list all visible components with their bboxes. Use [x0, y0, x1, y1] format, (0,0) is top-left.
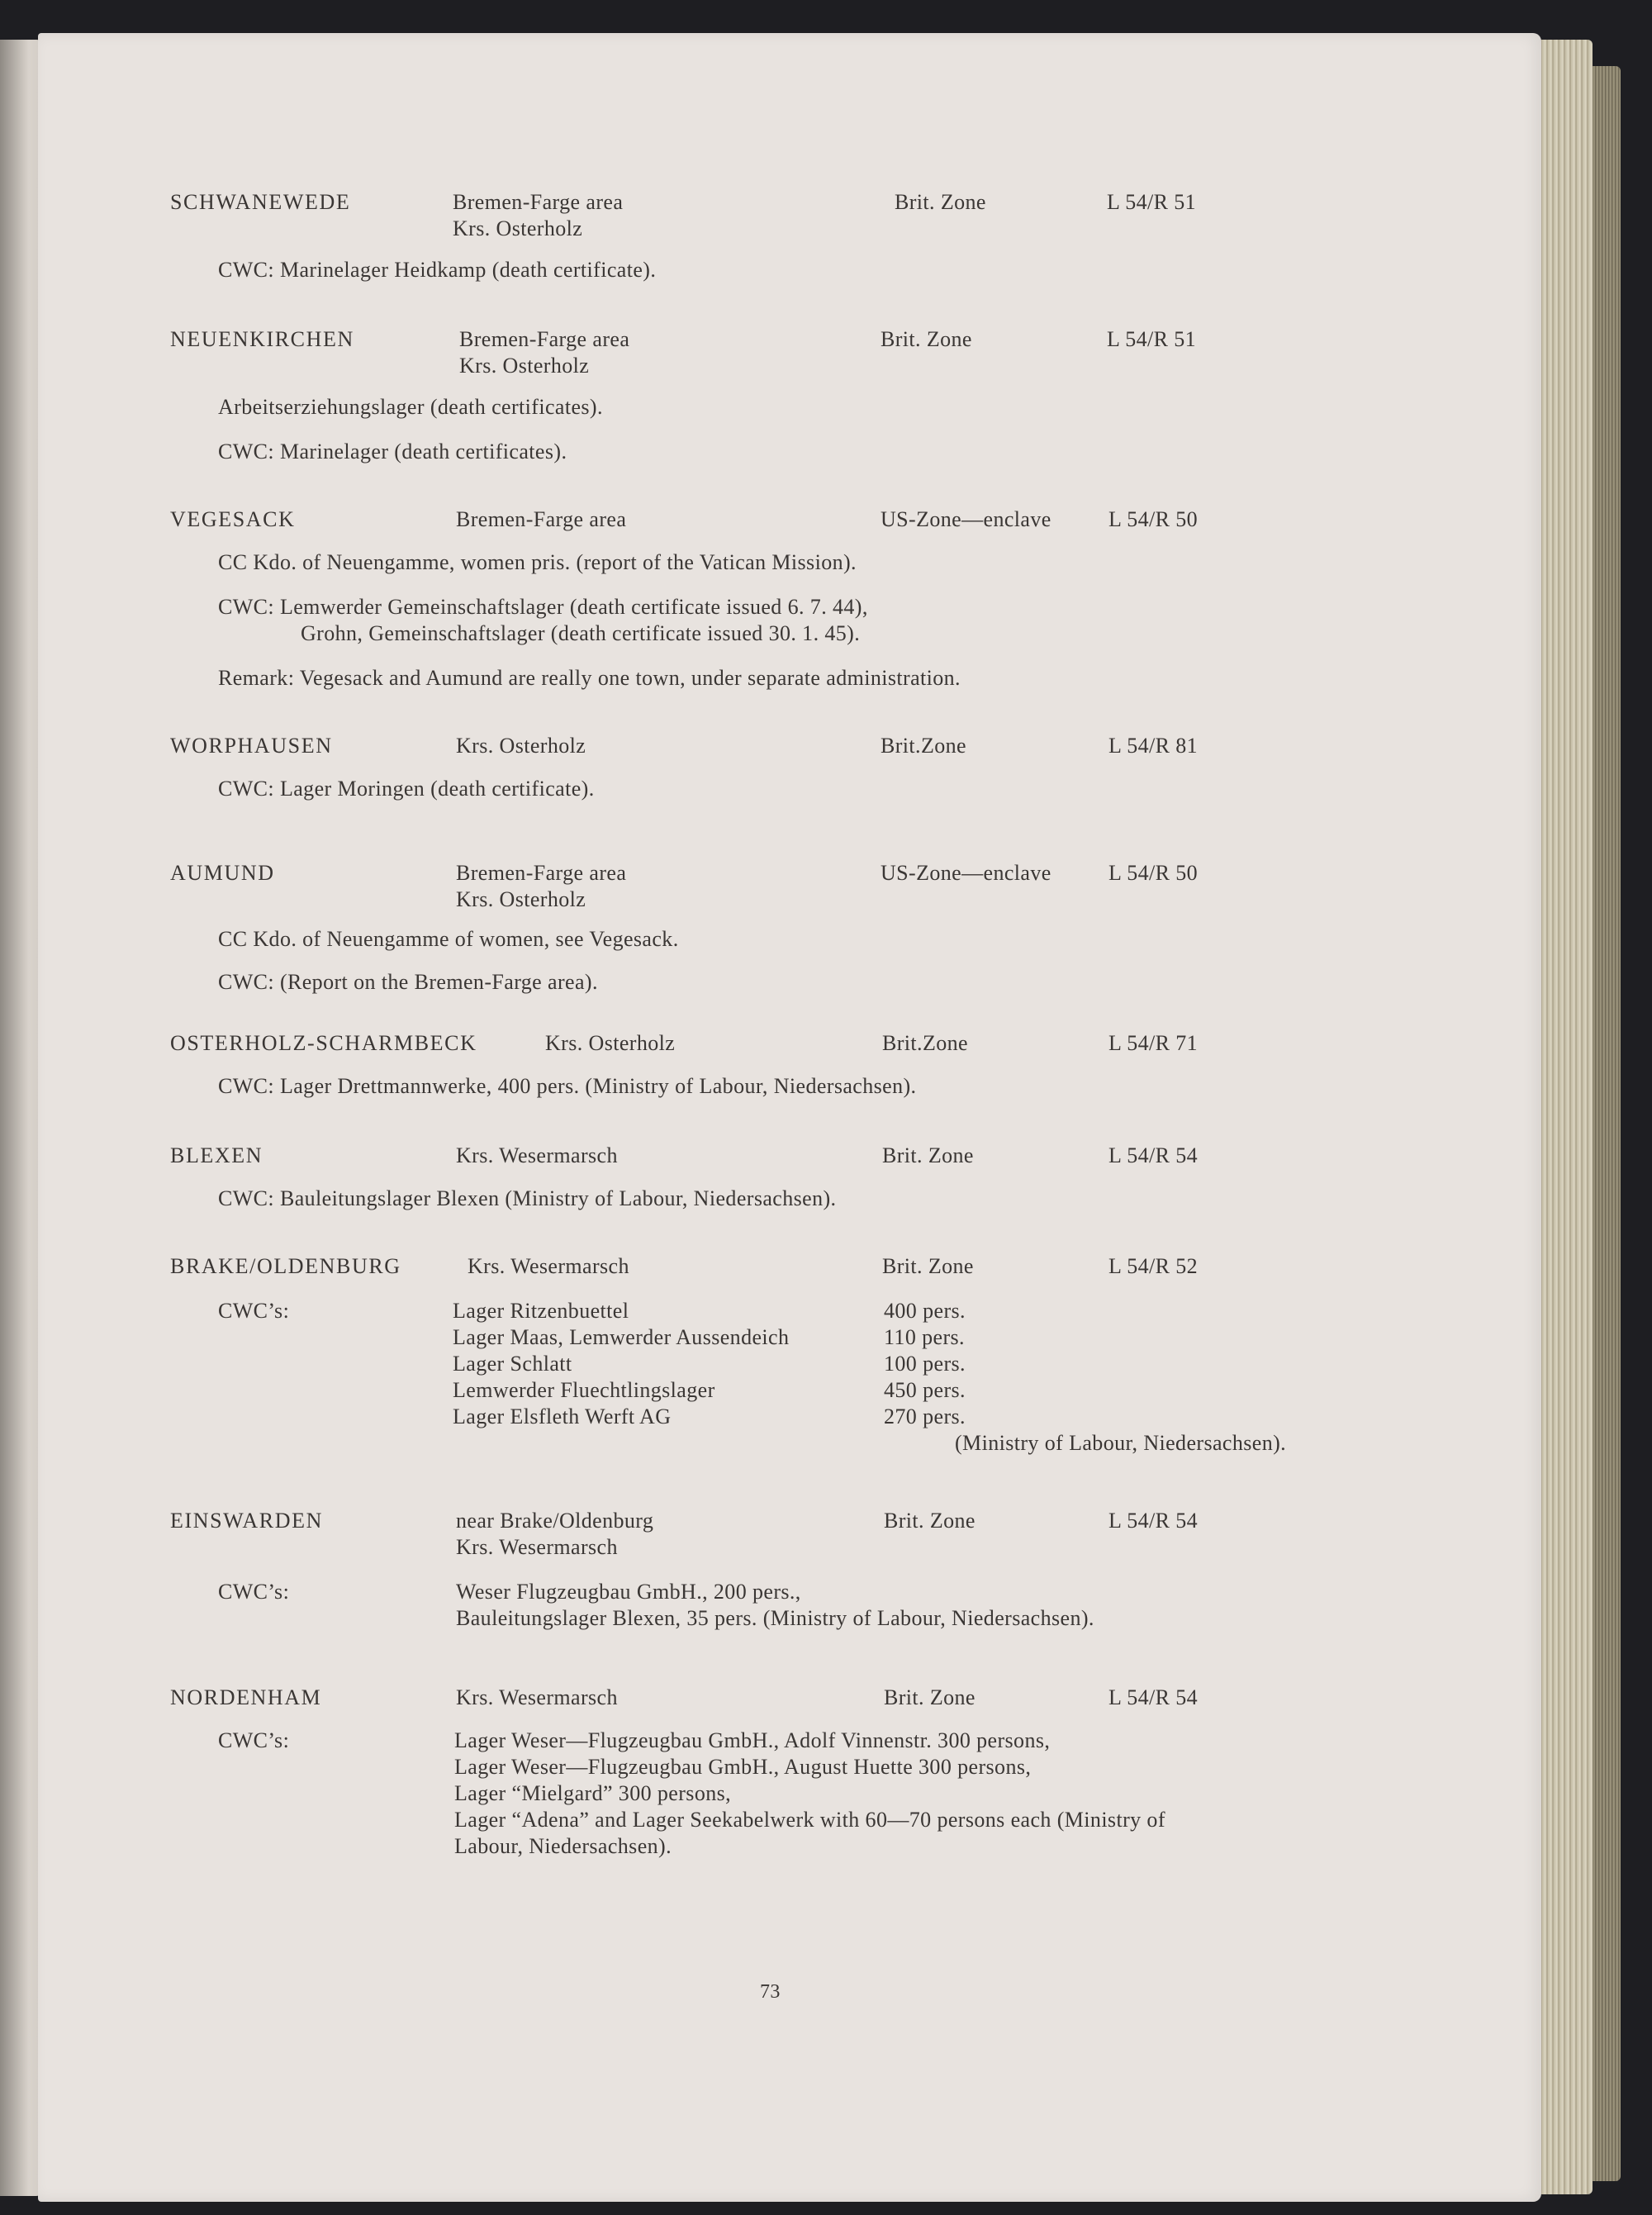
area: Krs. Osterholz: [545, 1031, 676, 1055]
note: CWC: (Report on the Bremen-Farge area).: [218, 970, 598, 994]
area: Krs. Wesermarsch: [456, 1143, 618, 1167]
area: Krs. Wesermarsch: [468, 1254, 629, 1278]
cwc-label: CWC’s:: [218, 1728, 290, 1752]
source: (Ministry of Labour, Niedersachsen).: [955, 1431, 1287, 1455]
zone: Brit. Zone: [884, 1685, 976, 1709]
place-name: WORPHAUSEN: [170, 734, 333, 758]
note: CWC: Marinelager (death certificates).: [218, 440, 567, 463]
note: Arbeitserziehungslager (death certificates).: [218, 395, 603, 419]
cwc-label: CWC’s:: [218, 1580, 290, 1604]
zone: Brit. Zone: [881, 327, 972, 351]
document-page: [38, 33, 1541, 2202]
place-name: OSTERHOLZ-SCHARMBECK: [170, 1031, 477, 1055]
camp-count: 400 pers.: [884, 1299, 966, 1323]
map-ref: L 54/R 50: [1108, 861, 1199, 885]
zone: US-Zone—enclave: [881, 861, 1051, 885]
note: CWC: Lager Moringen (death certificate).: [218, 777, 595, 801]
area: Krs. Wesermarsch: [456, 1685, 618, 1709]
camp-count: 100 pers.: [884, 1352, 966, 1376]
area: Bremen-Farge area: [456, 507, 627, 531]
place-name: BRAKE/OLDENBURG: [170, 1254, 401, 1278]
area: Bremen-Farge area: [456, 861, 627, 885]
camp-count: 110 pers.: [884, 1325, 965, 1349]
note: CWC: Bauleitungslager Blexen (Ministry of Labour, Niedersachsen).: [218, 1186, 837, 1210]
camp-name: Lager Maas, Lemwerder Aussendeich: [453, 1325, 790, 1349]
zone: Brit. Zone: [882, 1254, 974, 1278]
zone: Brit. Zone: [884, 1509, 976, 1533]
map-ref: L 54/R 71: [1108, 1031, 1199, 1055]
zone: Brit.Zone: [881, 734, 966, 758]
note: CWC: Lager Drettmannwerke, 400 pers. (Ministry of Labour, Niedersachsen).: [218, 1074, 917, 1098]
camp-name: Lager Ritzenbuettel: [453, 1299, 629, 1323]
district: Krs. Osterholz: [459, 354, 590, 378]
zone: Brit. Zone: [895, 190, 986, 214]
area: Bremen-Farge area: [459, 327, 630, 351]
cwc-label: CWC’s:: [218, 1299, 290, 1323]
note: Lager Weser—Flugzeugbau GmbH., August Huette 300 persons,: [454, 1755, 1032, 1779]
note: CC Kdo. of Neuengamme of women, see Vegesack.: [218, 927, 679, 951]
note: CWC: Marinelager Heidkamp (death certificate).: [218, 258, 657, 282]
note: Bauleitungslager Blexen, 35 pers. (Ministry of Labour, Niedersachsen).: [456, 1606, 1094, 1630]
place-name: NORDENHAM: [170, 1685, 322, 1709]
area: near Brake/Oldenburg: [456, 1509, 654, 1533]
note: CC Kdo. of Neuengamme, women pris. (report of the Vatican Mission).: [218, 550, 857, 574]
book-cover-edge: [1593, 66, 1621, 2181]
note: Lager Weser—Flugzeugbau GmbH., Adolf Vinnenstr. 300 persons,: [454, 1728, 1051, 1752]
note: Grohn, Gemeinschaftslager (death certificate issued 30. 1. 45).: [301, 621, 861, 645]
page-number: 73: [760, 1981, 781, 2003]
district: Krs. Osterholz: [456, 887, 586, 911]
note: Weser Flugzeugbau GmbH., 200 pers.,: [456, 1580, 801, 1604]
note: Lager “Adena” and Lager Seekabelwerk with 60—70 persons each (Ministry of: [454, 1808, 1165, 1832]
place-name: NEUENKIRCHEN: [170, 327, 354, 351]
note: Lager “Mielgard” 300 persons,: [454, 1781, 732, 1805]
map-ref: L 54/R 51: [1107, 327, 1197, 351]
map-ref: L 54/R 81: [1108, 734, 1199, 758]
note: Labour, Niedersachsen).: [454, 1834, 672, 1858]
camp-name: Lager Schlatt: [453, 1352, 572, 1376]
area: Krs. Osterholz: [456, 734, 586, 758]
map-ref: L 54/R 50: [1108, 507, 1199, 531]
place-name: EINSWARDEN: [170, 1509, 323, 1533]
place-name: AUMUND: [170, 861, 275, 885]
note: CWC: Lemwerder Gemeinschaftslager (death certificate issued 6. 7. 44),: [218, 595, 868, 619]
district: Krs. Wesermarsch: [456, 1535, 618, 1559]
map-ref: L 54/R 54: [1108, 1509, 1199, 1533]
camp-count: 450 pers.: [884, 1378, 966, 1402]
place-name: SCHWANEWEDE: [170, 190, 351, 214]
camp-count: 270 pers.: [884, 1405, 966, 1428]
remark: Remark: Vegesack and Aumund are really one town, under separate administration.: [218, 666, 961, 690]
map-ref: L 54/R 54: [1108, 1685, 1199, 1709]
place-name: BLEXEN: [170, 1143, 263, 1167]
map-ref: L 54/R 54: [1108, 1143, 1199, 1167]
zone: Brit. Zone: [882, 1143, 974, 1167]
zone: US-Zone—enclave: [881, 507, 1051, 531]
camp-name: Lager Elsfleth Werft AG: [453, 1405, 672, 1428]
zone: Brit.Zone: [882, 1031, 968, 1055]
map-ref: L 54/R 52: [1108, 1254, 1199, 1278]
district: Krs. Osterholz: [453, 216, 583, 240]
place-name: VEGESACK: [170, 507, 296, 531]
area: Bremen-Farge area: [453, 190, 624, 214]
camp-name: Lemwerder Fluechtlingslager: [453, 1378, 715, 1402]
map-ref: L 54/R 51: [1107, 190, 1197, 214]
